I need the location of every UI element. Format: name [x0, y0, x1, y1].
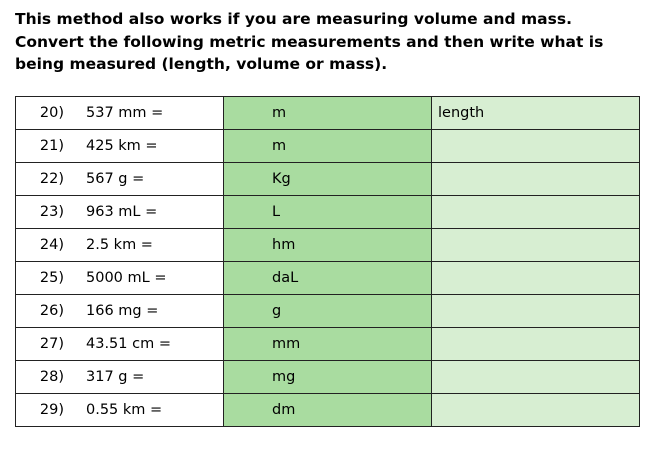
answer-cell[interactable]	[224, 262, 432, 295]
table-row	[16, 130, 640, 163]
measurement-expression: 2.5 km =	[86, 237, 153, 253]
answer-cell[interactable]	[224, 97, 432, 130]
target-unit: dm	[272, 402, 296, 418]
answer-cell[interactable]	[224, 328, 432, 361]
table-row	[16, 394, 640, 427]
question-number: 25)	[39, 270, 64, 286]
target-unit: L	[272, 204, 281, 220]
instruction-line-1: This method also works if you are measuring volume and mass.	[15, 10, 572, 28]
measurement-expression: 963 mL =	[86, 204, 158, 220]
question-cell	[16, 295, 224, 328]
target-unit: mm	[272, 336, 301, 352]
conversion-table-body	[16, 97, 640, 427]
table-row	[16, 229, 640, 262]
question-cell	[16, 361, 224, 394]
measurement-expression: 317 g =	[86, 369, 145, 385]
question-cell	[16, 262, 224, 295]
table-row	[16, 163, 640, 196]
measurement-expression: 567 g =	[86, 171, 145, 187]
answer-cell[interactable]	[224, 394, 432, 427]
measurement-expression: 166 mg =	[86, 303, 159, 319]
target-unit: m	[272, 138, 287, 154]
measure-type-cell[interactable]	[432, 394, 640, 427]
question-number: 21)	[39, 138, 64, 154]
target-unit: Kg	[272, 171, 291, 187]
instruction-line-2: Convert the following metric measurements and then write what is	[15, 32, 604, 51]
table-row	[16, 196, 640, 229]
instructions-block	[15, 8, 655, 76]
answer-cell[interactable]	[224, 163, 432, 196]
target-unit: g	[272, 303, 282, 319]
measurement-expression: 425 km =	[86, 138, 158, 154]
answer-cell[interactable]	[224, 130, 432, 163]
answer-cell[interactable]	[224, 361, 432, 394]
target-unit: daL	[272, 270, 299, 286]
measure-type-cell[interactable]	[432, 229, 640, 262]
table-row	[16, 361, 640, 394]
target-unit: hm	[272, 237, 296, 253]
table-row	[16, 328, 640, 361]
question-cell	[16, 328, 224, 361]
measure-type-cell[interactable]	[432, 361, 640, 394]
question-cell	[16, 130, 224, 163]
question-cell	[16, 97, 224, 130]
question-cell	[16, 163, 224, 196]
question-cell	[16, 196, 224, 229]
measurement-expression: 5000 mL =	[86, 270, 167, 286]
target-unit: mg	[272, 369, 296, 385]
answer-cell[interactable]	[224, 196, 432, 229]
measure-type-cell[interactable]	[432, 262, 640, 295]
question-number: 20)	[39, 105, 64, 121]
measurement-expression: 537 mm =	[86, 105, 164, 121]
measure-type-text: length	[438, 105, 485, 121]
question-number: 22)	[39, 171, 64, 187]
measure-type-cell[interactable]	[432, 97, 640, 130]
answer-cell[interactable]	[224, 229, 432, 262]
measurement-expression: 43.51 cm =	[86, 336, 171, 352]
target-unit: m	[272, 105, 287, 121]
question-number: 29)	[39, 402, 64, 418]
measurement-expression: 0.55 km =	[86, 402, 163, 418]
table-row	[16, 262, 640, 295]
measure-type-cell[interactable]	[432, 328, 640, 361]
measure-type-cell[interactable]	[432, 196, 640, 229]
table-row	[16, 97, 640, 130]
conversion-table	[15, 96, 640, 427]
table-row	[16, 295, 640, 328]
instruction-line-3: being measured (length, volume or mass).	[15, 55, 388, 73]
question-number: 27)	[39, 336, 64, 352]
question-number: 24)	[39, 237, 64, 253]
measure-type-cell[interactable]	[432, 295, 640, 328]
question-cell	[16, 394, 224, 427]
question-number: 26)	[39, 303, 64, 319]
measure-type-cell[interactable]	[432, 130, 640, 163]
question-cell	[16, 229, 224, 262]
answer-cell[interactable]	[224, 295, 432, 328]
measure-type-cell[interactable]	[432, 163, 640, 196]
question-number: 28)	[39, 369, 64, 385]
question-number: 23)	[39, 204, 64, 220]
